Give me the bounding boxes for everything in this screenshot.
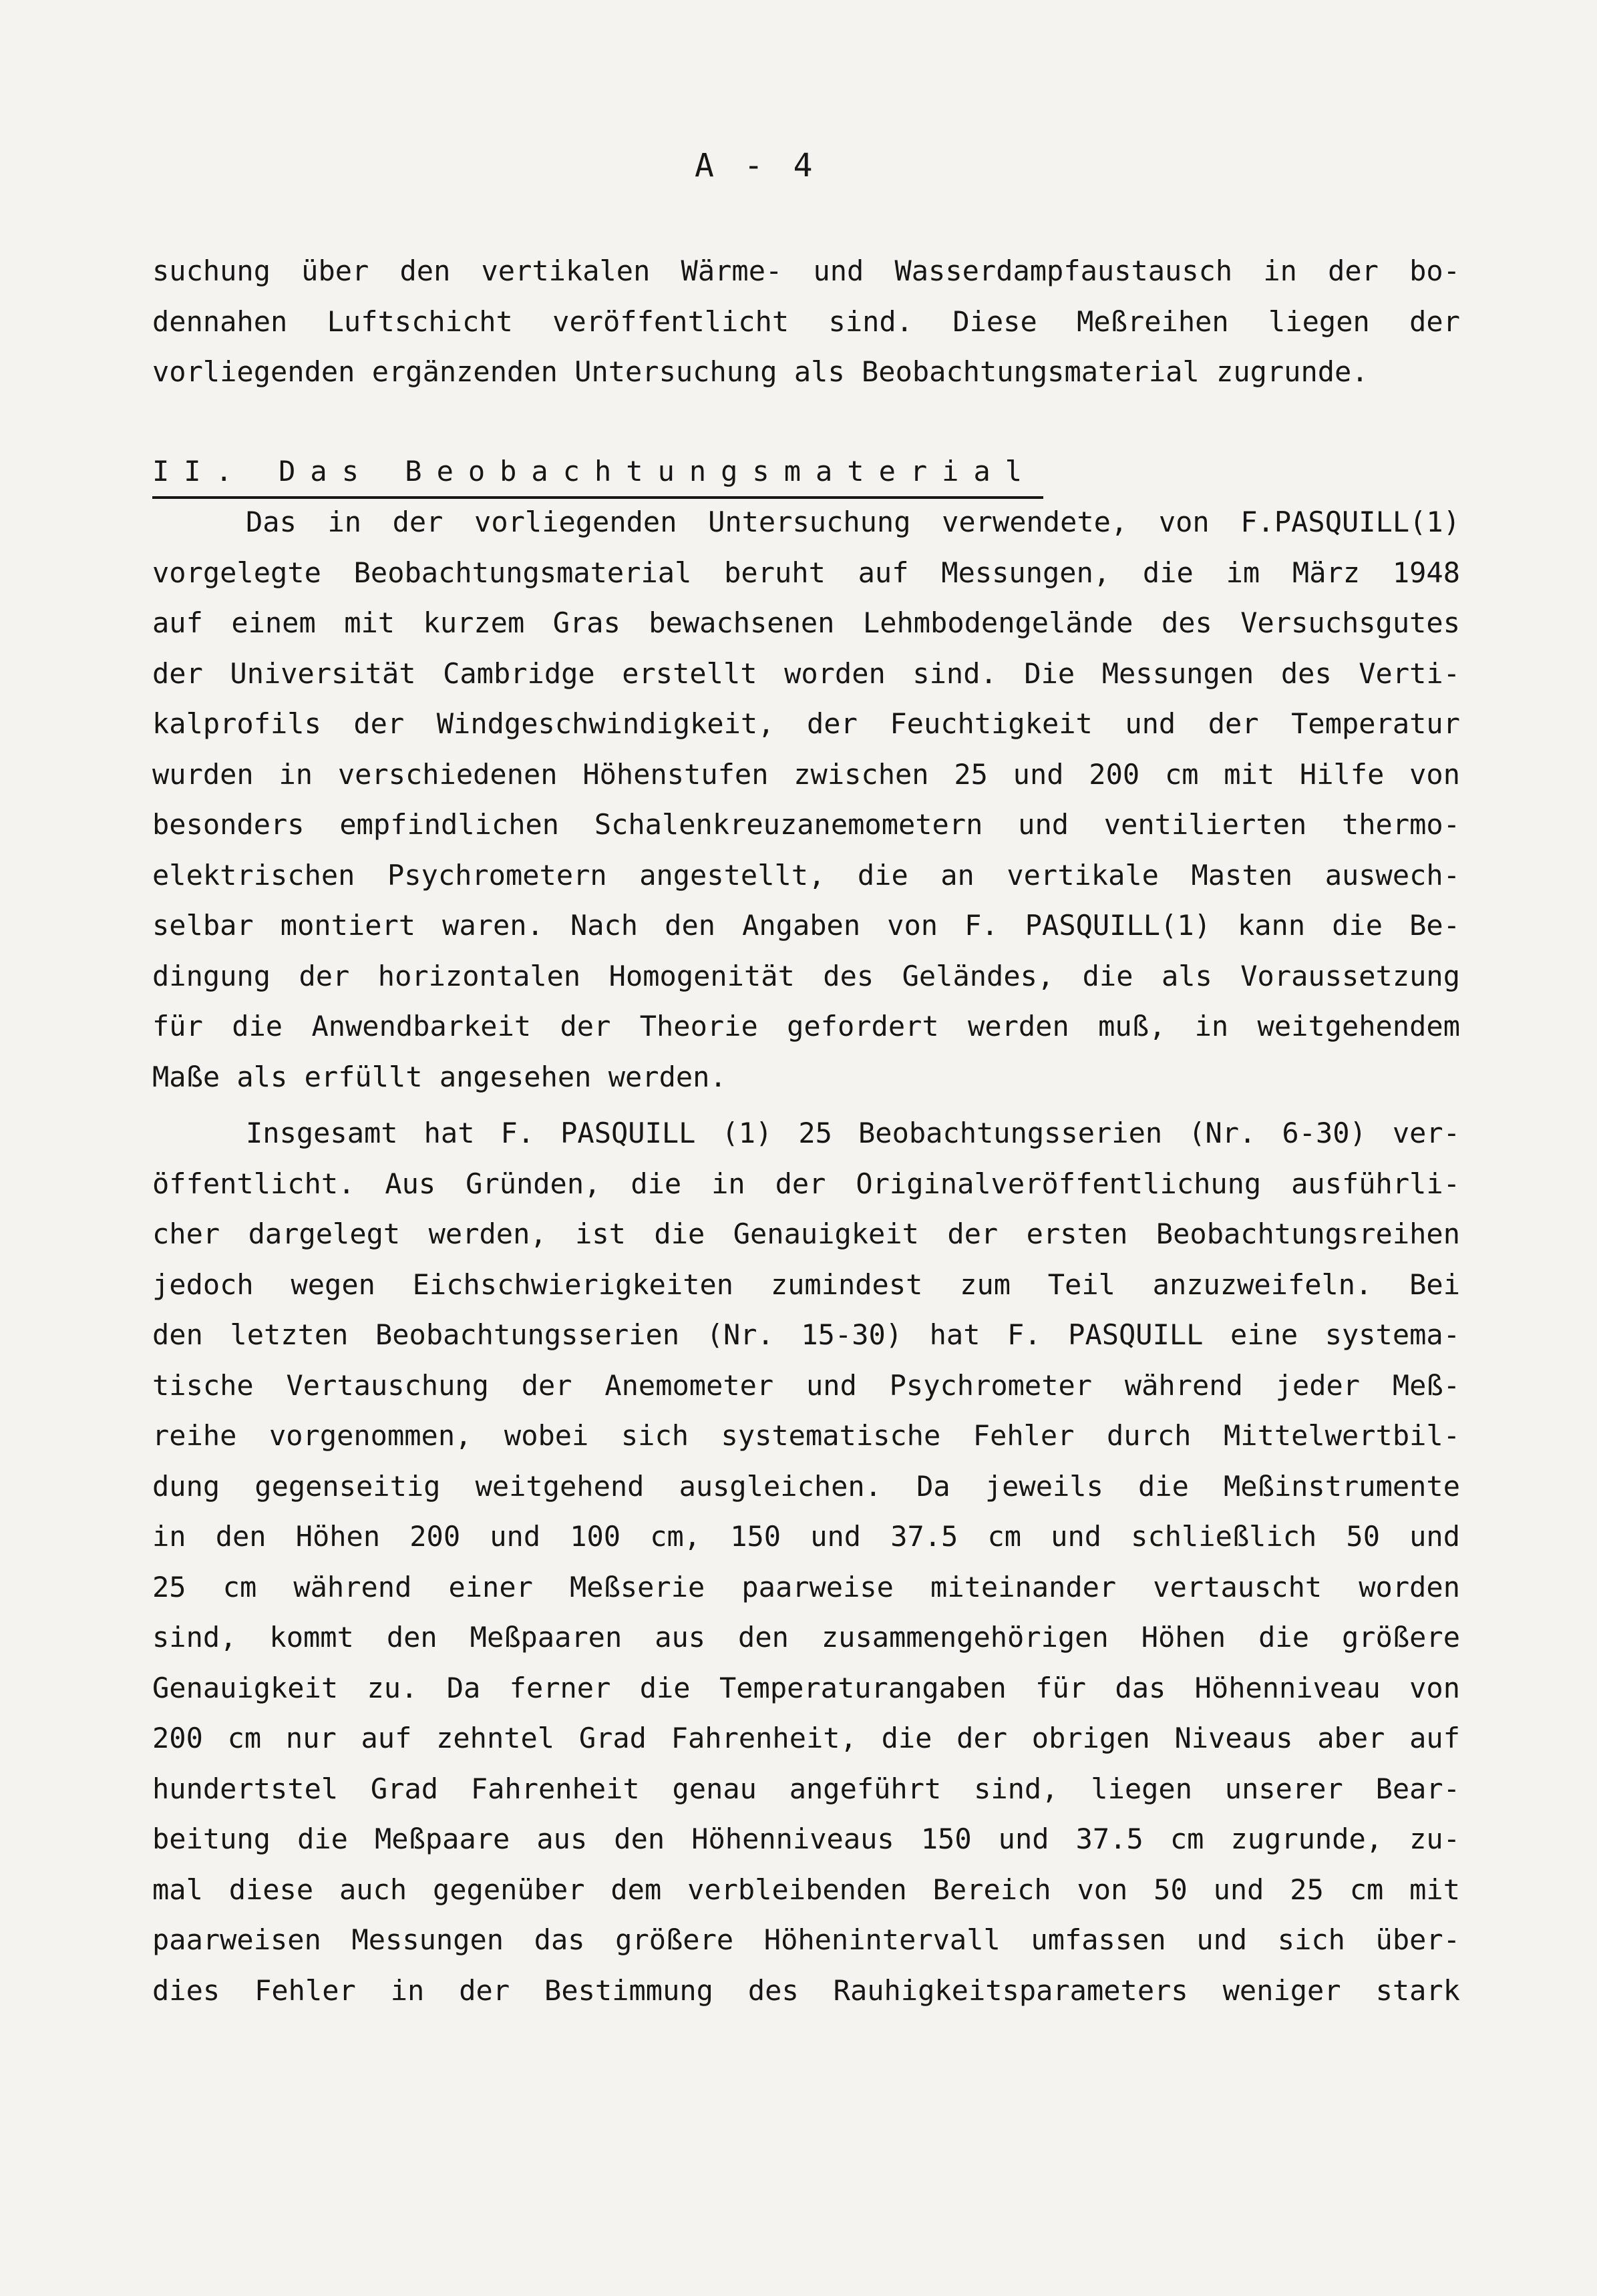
text-line: paarweisen Messungen das größere Höhenintervall umfassen und sich über-: [152, 1923, 1460, 1956]
text-line: reihe vorgenommen, wobei sich systematische Fehler durch Mittelwertbil-: [152, 1419, 1460, 1452]
text-line: Maße als erfüllt angesehen werden.: [152, 1060, 727, 1093]
text-line: hundertstel Grad Fahrenheit genau angeführt sind, liegen unserer Bear-: [152, 1772, 1460, 1805]
text-line: mal diese auch gegenüber dem verbleibenden Bereich von 50 und 25 cm mit: [152, 1873, 1460, 1906]
section-heading: II. Das Beobachtungsmaterial: [152, 446, 1043, 499]
text-line: 25 cm während einer Meßserie paarweise miteinander vertauscht worden: [152, 1570, 1460, 1603]
text-line: dung gegenseitig weitgehend ausgleichen. Da jeweils die Meßinstrumente: [152, 1469, 1460, 1503]
text-line: den letzten Beobachtungsserien (Nr. 15-30) hat F. PASQUILL eine systema-: [152, 1318, 1460, 1351]
text-line: vorgelegte Beobachtungsmaterial beruht auf Messungen, die im März 1948: [152, 556, 1460, 589]
paragraph-observation-material: [152, 497, 1460, 1102]
page-number: A - 4: [695, 147, 818, 184]
intro-paragraph: [152, 246, 1460, 397]
text-line: wurden in verschiedenen Höhenstufen zwischen 25 und 200 cm mit Hilfe von: [152, 757, 1460, 791]
text-line: tische Vertauschung der Anemometer und Psychrometer während jeder Meß-: [152, 1368, 1460, 1402]
text-line: 200 cm nur auf zehntel Grad Fahrenheit, die der obrigen Niveaus aber auf: [152, 1722, 1460, 1754]
text-line: dies Fehler in der Bestimmung des Rauhigkeitsparameters weniger stark: [152, 1973, 1460, 2007]
paragraph-observation-series: [152, 1108, 1460, 2016]
text-line: in den Höhen 200 und 100 cm, 150 und 37.5 cm und schließlich 50 und: [152, 1520, 1460, 1553]
text-line: selbar montiert waren. Nach den Angaben von F. PASQUILL(1) kann die Be-: [152, 909, 1460, 942]
text-line: vorliegenden ergänzenden Untersuchung als Beobachtungsmaterial zugrunde.: [152, 355, 1369, 388]
text-line: Genauigkeit zu. Da ferner die Temperaturangaben für das Höhenniveau von: [152, 1671, 1460, 1704]
text-line: elektrischen Psychrometern angestellt, die an vertikale Masten auswech-: [152, 858, 1460, 892]
text-line: suchung über den vertikalen Wärme- und Wasserdampfaustausch in der bo-: [152, 254, 1460, 287]
text-line: besonders empfindlichen Schalenkreuzanemometern und ventilierten thermo-: [152, 808, 1460, 841]
text-line: jedoch wegen Eichschwierigkeiten zumindest zum Teil anzuzweifeln. Bei: [152, 1268, 1460, 1301]
text-line: der Universität Cambridge erstellt worden sind. Die Messungen des Verti-: [152, 656, 1460, 690]
text-line: dennahen Luftschicht veröffentlicht sind. Diese Meßreihen liegen der: [152, 305, 1460, 338]
text-line: Insgesamt hat F. PASQUILL (1) 25 Beobachtungsserien (Nr. 6-30) ver-: [246, 1117, 1460, 1149]
text-line: dingung der horizontalen Homogenität des Geländes, die als Voraussetzung: [152, 959, 1460, 992]
text-line: Das in der vorliegenden Untersuchung verwendete, von F.PASQUILL(1): [246, 506, 1460, 538]
text-line: auf einem mit kurzem Gras bewachsenen Lehmbodengelände des Versuchsgutes: [152, 606, 1460, 639]
text-line: öffentlicht. Aus Gründen, die in der Originalveröffentlichung ausführli-: [152, 1167, 1460, 1200]
text-line: cher dargelegt werden, ist die Genauigkeit der ersten Beobachtungsreihen: [152, 1217, 1460, 1250]
text-line: sind, kommt den Meßpaaren aus den zusammengehörigen Höhen die größere: [152, 1621, 1460, 1654]
text-line: beitung die Meßpaare aus den Höhenniveaus 150 und 37.5 cm zugrunde, zu-: [152, 1823, 1460, 1855]
text-line: kalprofils der Windgeschwindigkeit, der Feuchtigkeit und der Temperatur: [152, 707, 1460, 740]
text-line: für die Anwendbarkeit der Theorie gefordert werden muß, in weitgehendem: [152, 1010, 1460, 1042]
